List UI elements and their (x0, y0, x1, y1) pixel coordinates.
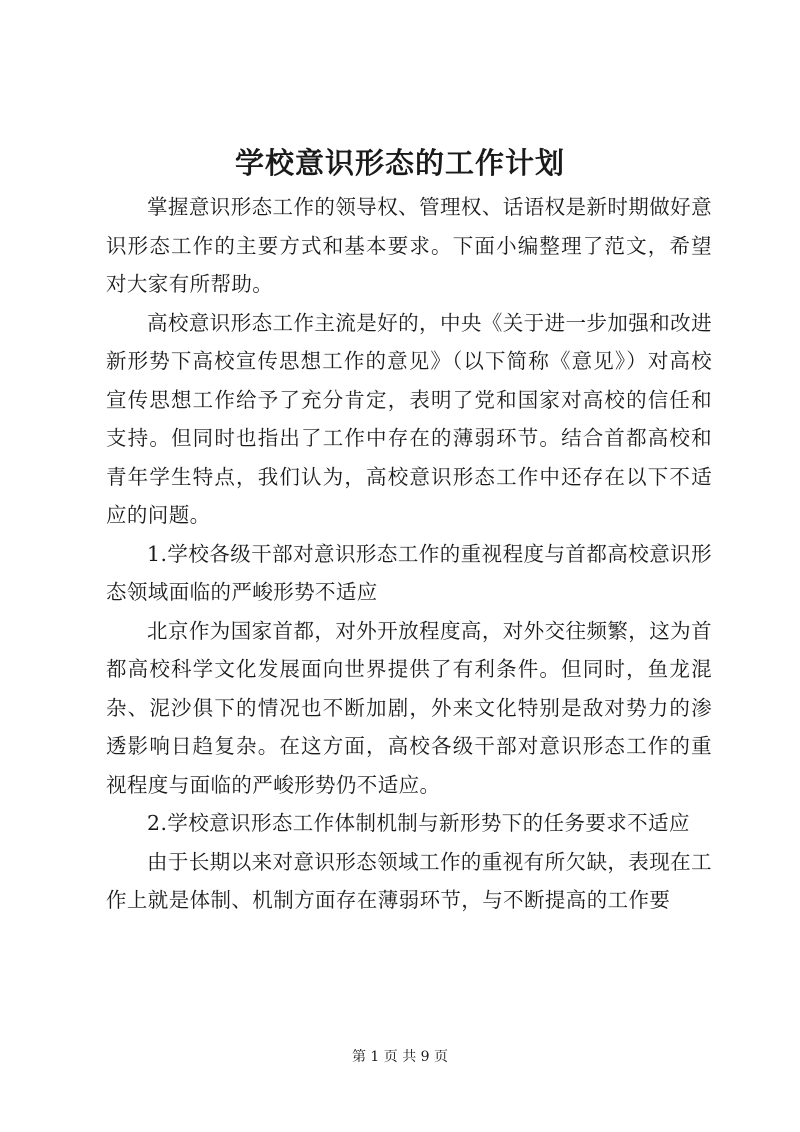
heading-item-1: 1.学校各级干部对意识形态工作的重视程度与首都高校意识形态领域面临的严峻形势不适应 (106, 541, 712, 604)
heading-item-2: 2.学校意识形态工作体制机制与新形势下的任务要求不适应 (147, 811, 690, 835)
paragraph-overview: 高校意识形态工作主流是好的，中央《关于进一步加强和改进新形势下高校宣传思想工作的意见》（以下简称《意见》）对高校宣传思想工作给予了充分肯定，表明了党和国家对高校的信任和支持。但同时也指出了工作中存在的薄弱环节。结合首都高校和青年学生特点，我们认为，高校意识形态工作中还存在以下不适应的问题。 (106, 310, 712, 527)
paragraph-intro: 掌握意识形态工作的领导权、管理权、话语权是新时期做好意识形态工作的主要方式和基本要求。下面小编整理了范文，希望对大家有所帮助。 (106, 195, 712, 296)
document-body (106, 188, 712, 920)
document-title: 学校意识形态的工作计划 (234, 146, 565, 180)
paragraph-item-2: 由于长期以来对意识形态领域工作的重视有所欠缺，表现在工作上就是体制、机制方面存在薄弱环节，与不断提高的工作要 (106, 849, 712, 912)
page-footer: 第 1 页 共 9 页 (351, 1049, 449, 1065)
paragraph-item-1: 北京作为国家首都，对外开放程度高，对外交往频繁，这为首都高校科学文化发展面向世界提供了有利条件。但同时，鱼龙混杂、泥沙俱下的情况也不断加剧，外来文化特别是敌对势力的渗透影响日趋复杂。在这方面，高校各级干部对意识形态工作的重视程度与面临的严峻形势仍不适应。 (106, 618, 712, 797)
